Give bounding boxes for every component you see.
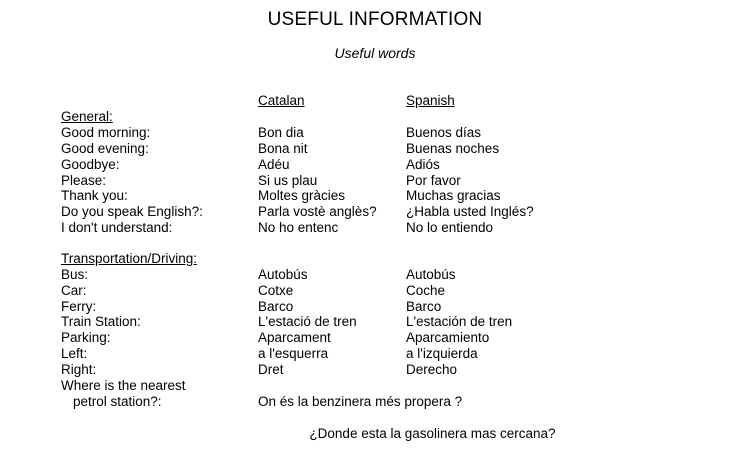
catalan-phrase: Cotxe — [258, 283, 294, 298]
phrase-row — [0, 283, 750, 299]
spanish-phrase: Barco — [406, 299, 442, 314]
phrase-row — [0, 188, 750, 204]
catalan-phrase: Aparcament — [258, 330, 331, 345]
spanish-phrase: Buenos días — [406, 125, 482, 140]
catalan-phrase: No ho entenc — [258, 220, 339, 235]
document-subtitle: Useful words — [334, 45, 416, 61]
phrase-row — [0, 330, 750, 346]
spanish-phrase: a l'izquierda — [406, 346, 478, 361]
phrase-row-petrol-line2 — [0, 394, 750, 410]
phrase-row — [0, 362, 750, 378]
spanish-phrase: Coche — [406, 283, 446, 298]
spanish-phrase: Buenas noches — [406, 141, 500, 156]
section-heading-general: General: — [61, 109, 113, 124]
catalan-phrase: Autobús — [258, 267, 308, 282]
document-title: USEFUL INFORMATION — [267, 9, 483, 30]
catalan-column-header: Catalan — [258, 93, 305, 108]
catalan-phrase: Dret — [258, 362, 284, 377]
catalan-phrase: Bona nit — [258, 141, 308, 156]
phrase-row — [0, 267, 750, 283]
english-phrase: Left: — [61, 346, 88, 361]
spanish-phrase: Derecho — [406, 362, 458, 377]
english-phrase: Car: — [61, 283, 87, 298]
catalan-phrase: Parla vostè anglès? — [258, 204, 377, 219]
english-phrase: Good morning: — [61, 125, 151, 140]
catalan-phrase: a l'esquerra — [258, 346, 329, 361]
spanish-phrase: Autobús — [406, 267, 456, 282]
spanish-phrase: Adiós — [406, 157, 440, 172]
phrase-row — [0, 220, 750, 236]
catalan-phrase: Barco — [258, 299, 294, 314]
spanish-phrase: L'estación de tren — [406, 314, 513, 329]
catalan-phrase: Si us plau — [258, 173, 318, 188]
catalan-phrase: On és la benzinera més propera ? — [258, 394, 463, 409]
spanish-phrase: Muchas gracias — [406, 188, 501, 203]
phrase-row — [0, 346, 750, 362]
column-headers — [0, 93, 750, 109]
phrase-row — [0, 314, 750, 330]
phrase-row — [0, 173, 750, 189]
english-phrase: Good evening: — [61, 141, 149, 156]
english-phrase: Where is the nearest — [61, 378, 186, 393]
spanish-phrase: ¿Habla usted Inglés? — [406, 204, 534, 219]
section-heading-transport-row — [0, 251, 750, 267]
spanish-phrase: Aparcamiento — [406, 330, 490, 345]
english-phrase: Goodbye: — [61, 157, 120, 172]
phrase-row — [0, 141, 750, 157]
phrase-row-petrol-line1 — [0, 378, 750, 394]
section-heading-transport: Transportation/Driving: — [61, 251, 198, 266]
english-phrase: Do you speak English?: — [61, 204, 203, 219]
english-phrase-continued: petrol station?: — [73, 394, 162, 409]
catalan-phrase: L'estació de tren — [258, 314, 357, 329]
phrase-row — [0, 157, 750, 173]
english-phrase: Please: — [61, 173, 107, 188]
spanish-column-header: Spanish — [406, 93, 455, 108]
phrase-row — [0, 299, 750, 315]
english-phrase: Train Station: — [61, 314, 141, 329]
english-phrase: Thank you: — [61, 188, 128, 203]
english-phrase: Ferry: — [61, 299, 97, 314]
english-phrase: Right: — [61, 362, 97, 377]
phrase-row — [0, 125, 750, 141]
spanish-phrase: Por favor — [406, 173, 461, 188]
spanish-petrol-phrase: ¿Donde esta la gasolinera mas cercana? — [309, 426, 556, 441]
phrase-row — [0, 204, 750, 220]
catalan-phrase: Adéu — [258, 157, 290, 172]
english-phrase: Parking: — [61, 330, 111, 345]
catalan-phrase: Moltes gràcies — [258, 188, 346, 203]
catalan-phrase: Bon dia — [258, 125, 304, 140]
english-phrase: Bus: — [61, 267, 89, 282]
section-heading-general-row — [0, 109, 750, 125]
english-phrase: I don't understand: — [61, 220, 173, 235]
spanish-phrase: No lo entiendo — [406, 220, 494, 235]
